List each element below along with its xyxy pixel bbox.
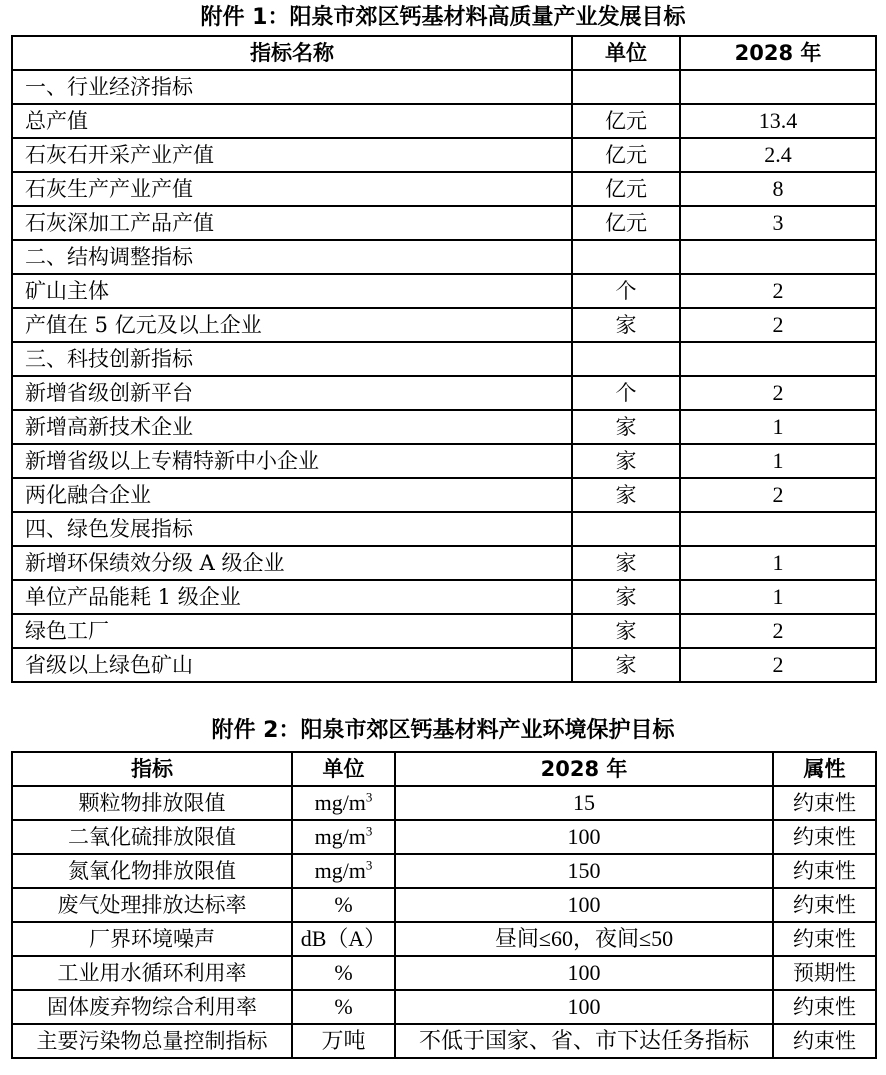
unit-superscript: 3: [365, 857, 373, 873]
table1-title: 附件 1：阳泉市郊区钙基材料高质量产业发展目标: [200, 5, 686, 30]
value-cell: 2: [680, 478, 876, 512]
table-row: [12, 104, 876, 138]
table-row: [12, 376, 876, 410]
unit-text: 万吨: [321, 1028, 366, 1053]
unit-text: %: [334, 994, 353, 1019]
indicator-name-cell: 三、科技创新指标: [12, 342, 572, 376]
indicator-name-cell: 单位产品能耗 1 级企业: [12, 580, 572, 614]
unit-cell: 亿元: [572, 138, 680, 172]
table-row: [12, 956, 876, 990]
header-attribute: 属性: [773, 752, 876, 786]
unit-cell: [292, 888, 395, 922]
table-row: [12, 922, 876, 956]
unit-cell: 个: [572, 274, 680, 308]
unit-cell: [292, 990, 395, 1024]
unit-cell: [292, 820, 395, 854]
table-row: [12, 308, 876, 342]
indicator-cell: 颗粒物排放限值: [12, 786, 292, 820]
unit-text: %: [334, 892, 353, 917]
indicator-cell: 主要污染物总量控制指标: [12, 1024, 292, 1058]
unit-cell: 家: [572, 614, 680, 648]
section-row: [12, 512, 876, 546]
section-row: [12, 342, 876, 376]
indicator-cell: 废气处理排放达标率: [12, 888, 292, 922]
unit-cell: [572, 240, 680, 274]
table-row: [12, 138, 876, 172]
value-cell: 1: [680, 410, 876, 444]
attribute-cell: 约束性: [773, 1024, 876, 1058]
table-row: [12, 786, 876, 820]
value-cell: 1: [680, 444, 876, 478]
table-row: [12, 888, 876, 922]
unit-cell: [292, 786, 395, 820]
attribute-cell: 约束性: [773, 854, 876, 888]
indicator-cell: 厂界环境噪声: [12, 922, 292, 956]
environmental-targets-table: [11, 751, 877, 1059]
value-cell: 1: [680, 580, 876, 614]
value-cell: 100: [395, 990, 773, 1024]
value-cell: 2: [680, 614, 876, 648]
indicator-name-cell: 绿色工厂: [12, 614, 572, 648]
attribute-cell: 约束性: [773, 888, 876, 922]
indicator-name-cell: 两化融合企业: [12, 478, 572, 512]
table-row: [12, 274, 876, 308]
table-row: [12, 410, 876, 444]
attribute-cell: 约束性: [773, 786, 876, 820]
unit-cell: [572, 512, 680, 546]
table-header-row: [12, 36, 876, 70]
attribute-cell: 约束性: [773, 820, 876, 854]
indicator-name-cell: 四、绿色发展指标: [12, 512, 572, 546]
unit-cell: 亿元: [572, 172, 680, 206]
unit-cell: [292, 1024, 395, 1058]
unit-cell: 家: [572, 546, 680, 580]
value-cell: 15: [395, 786, 773, 820]
indicator-name-cell: 石灰石开采产业产值: [12, 138, 572, 172]
indicator-name-cell: 矿山主体: [12, 274, 572, 308]
indicator-name-cell: 总产值: [12, 104, 572, 138]
value-cell: 2.4: [680, 138, 876, 172]
table-row: [12, 990, 876, 1024]
value-cell: 100: [395, 888, 773, 922]
value-cell: 2: [680, 376, 876, 410]
table-header-row: [12, 752, 876, 786]
indicator-cell: 二氧化硫排放限值: [12, 820, 292, 854]
value-cell: 13.4: [680, 104, 876, 138]
header-unit: 单位: [572, 36, 680, 70]
header-indicator: 指标: [12, 752, 292, 786]
header-unit: 单位: [292, 752, 395, 786]
value-cell: [680, 240, 876, 274]
development-targets-table: [11, 35, 877, 683]
table-row: [12, 478, 876, 512]
unit-superscript: 3: [365, 789, 373, 805]
value-cell: 2: [680, 308, 876, 342]
table2-title: 附件 2：阳泉市郊区钙基材料产业环境保护目标: [211, 718, 675, 743]
unit-cell: 家: [572, 478, 680, 512]
value-cell: 8: [680, 172, 876, 206]
unit-cell: [292, 956, 395, 990]
value-cell: 2: [680, 274, 876, 308]
indicator-name-cell: 新增省级创新平台: [12, 376, 572, 410]
unit-cell: [292, 854, 395, 888]
indicator-name-cell: 二、结构调整指标: [12, 240, 572, 274]
attribute-cell: 约束性: [773, 922, 876, 956]
value-cell: [680, 342, 876, 376]
table-row: [12, 206, 876, 240]
section-row: [12, 240, 876, 274]
header-indicator-name: 指标名称: [12, 36, 572, 70]
unit-cell: [572, 342, 680, 376]
indicator-name-cell: 一、行业经济指标: [12, 70, 572, 104]
indicator-cell: 氮氧化物排放限值: [12, 854, 292, 888]
value-cell: [680, 70, 876, 104]
indicator-name-cell: 产值在 5 亿元及以上企业: [12, 308, 572, 342]
value-cell: 100: [395, 956, 773, 990]
unit-superscript: 3: [365, 823, 373, 839]
table-row: [12, 172, 876, 206]
attribute-cell: 预期性: [773, 956, 876, 990]
unit-cell: 家: [572, 308, 680, 342]
value-cell: 3: [680, 206, 876, 240]
value-cell: 100: [395, 820, 773, 854]
unit-text: dB（A）: [300, 926, 387, 951]
value-cell: [680, 512, 876, 546]
indicator-name-cell: 新增高新技术企业: [12, 410, 572, 444]
table-row: [12, 546, 876, 580]
value-cell: 2: [680, 648, 876, 682]
indicator-name-cell: 新增省级以上专精特新中小企业: [12, 444, 572, 478]
unit-cell: [572, 70, 680, 104]
table-row: [12, 580, 876, 614]
section-row: [12, 70, 876, 104]
unit-text: mg/m: [314, 858, 366, 883]
header-year-2028: 2028 年: [395, 752, 773, 786]
table-row: [12, 854, 876, 888]
unit-cell: 家: [572, 580, 680, 614]
unit-cell: 亿元: [572, 206, 680, 240]
unit-text: mg/m: [314, 824, 366, 849]
unit-cell: 家: [572, 444, 680, 478]
unit-cell: [292, 922, 395, 956]
value-cell: 不低于国家、省、市下达任务指标: [395, 1024, 773, 1058]
unit-cell: 个: [572, 376, 680, 410]
unit-cell: 家: [572, 648, 680, 682]
indicator-name-cell: 石灰深加工产品产值: [12, 206, 572, 240]
value-cell: 昼间≤60，夜间≤50: [395, 922, 773, 956]
indicator-name-cell: 石灰生产产业产值: [12, 172, 572, 206]
indicator-cell: 工业用水循环利用率: [12, 956, 292, 990]
indicator-name-cell: 省级以上绿色矿山: [12, 648, 572, 682]
table-row: [12, 820, 876, 854]
value-cell: 150: [395, 854, 773, 888]
attribute-cell: 约束性: [773, 990, 876, 1024]
indicator-cell: 固体废弃物综合利用率: [12, 990, 292, 1024]
unit-text: %: [334, 960, 353, 985]
table-row: [12, 614, 876, 648]
indicator-name-cell: 新增环保绩效分级 A 级企业: [12, 546, 572, 580]
table-row: [12, 1024, 876, 1058]
table-row: [12, 648, 876, 682]
value-cell: 1: [680, 546, 876, 580]
unit-text: mg/m: [314, 790, 366, 815]
header-year-2028: 2028 年: [680, 36, 876, 70]
unit-cell: 亿元: [572, 104, 680, 138]
unit-cell: 家: [572, 410, 680, 444]
table-row: [12, 444, 876, 478]
